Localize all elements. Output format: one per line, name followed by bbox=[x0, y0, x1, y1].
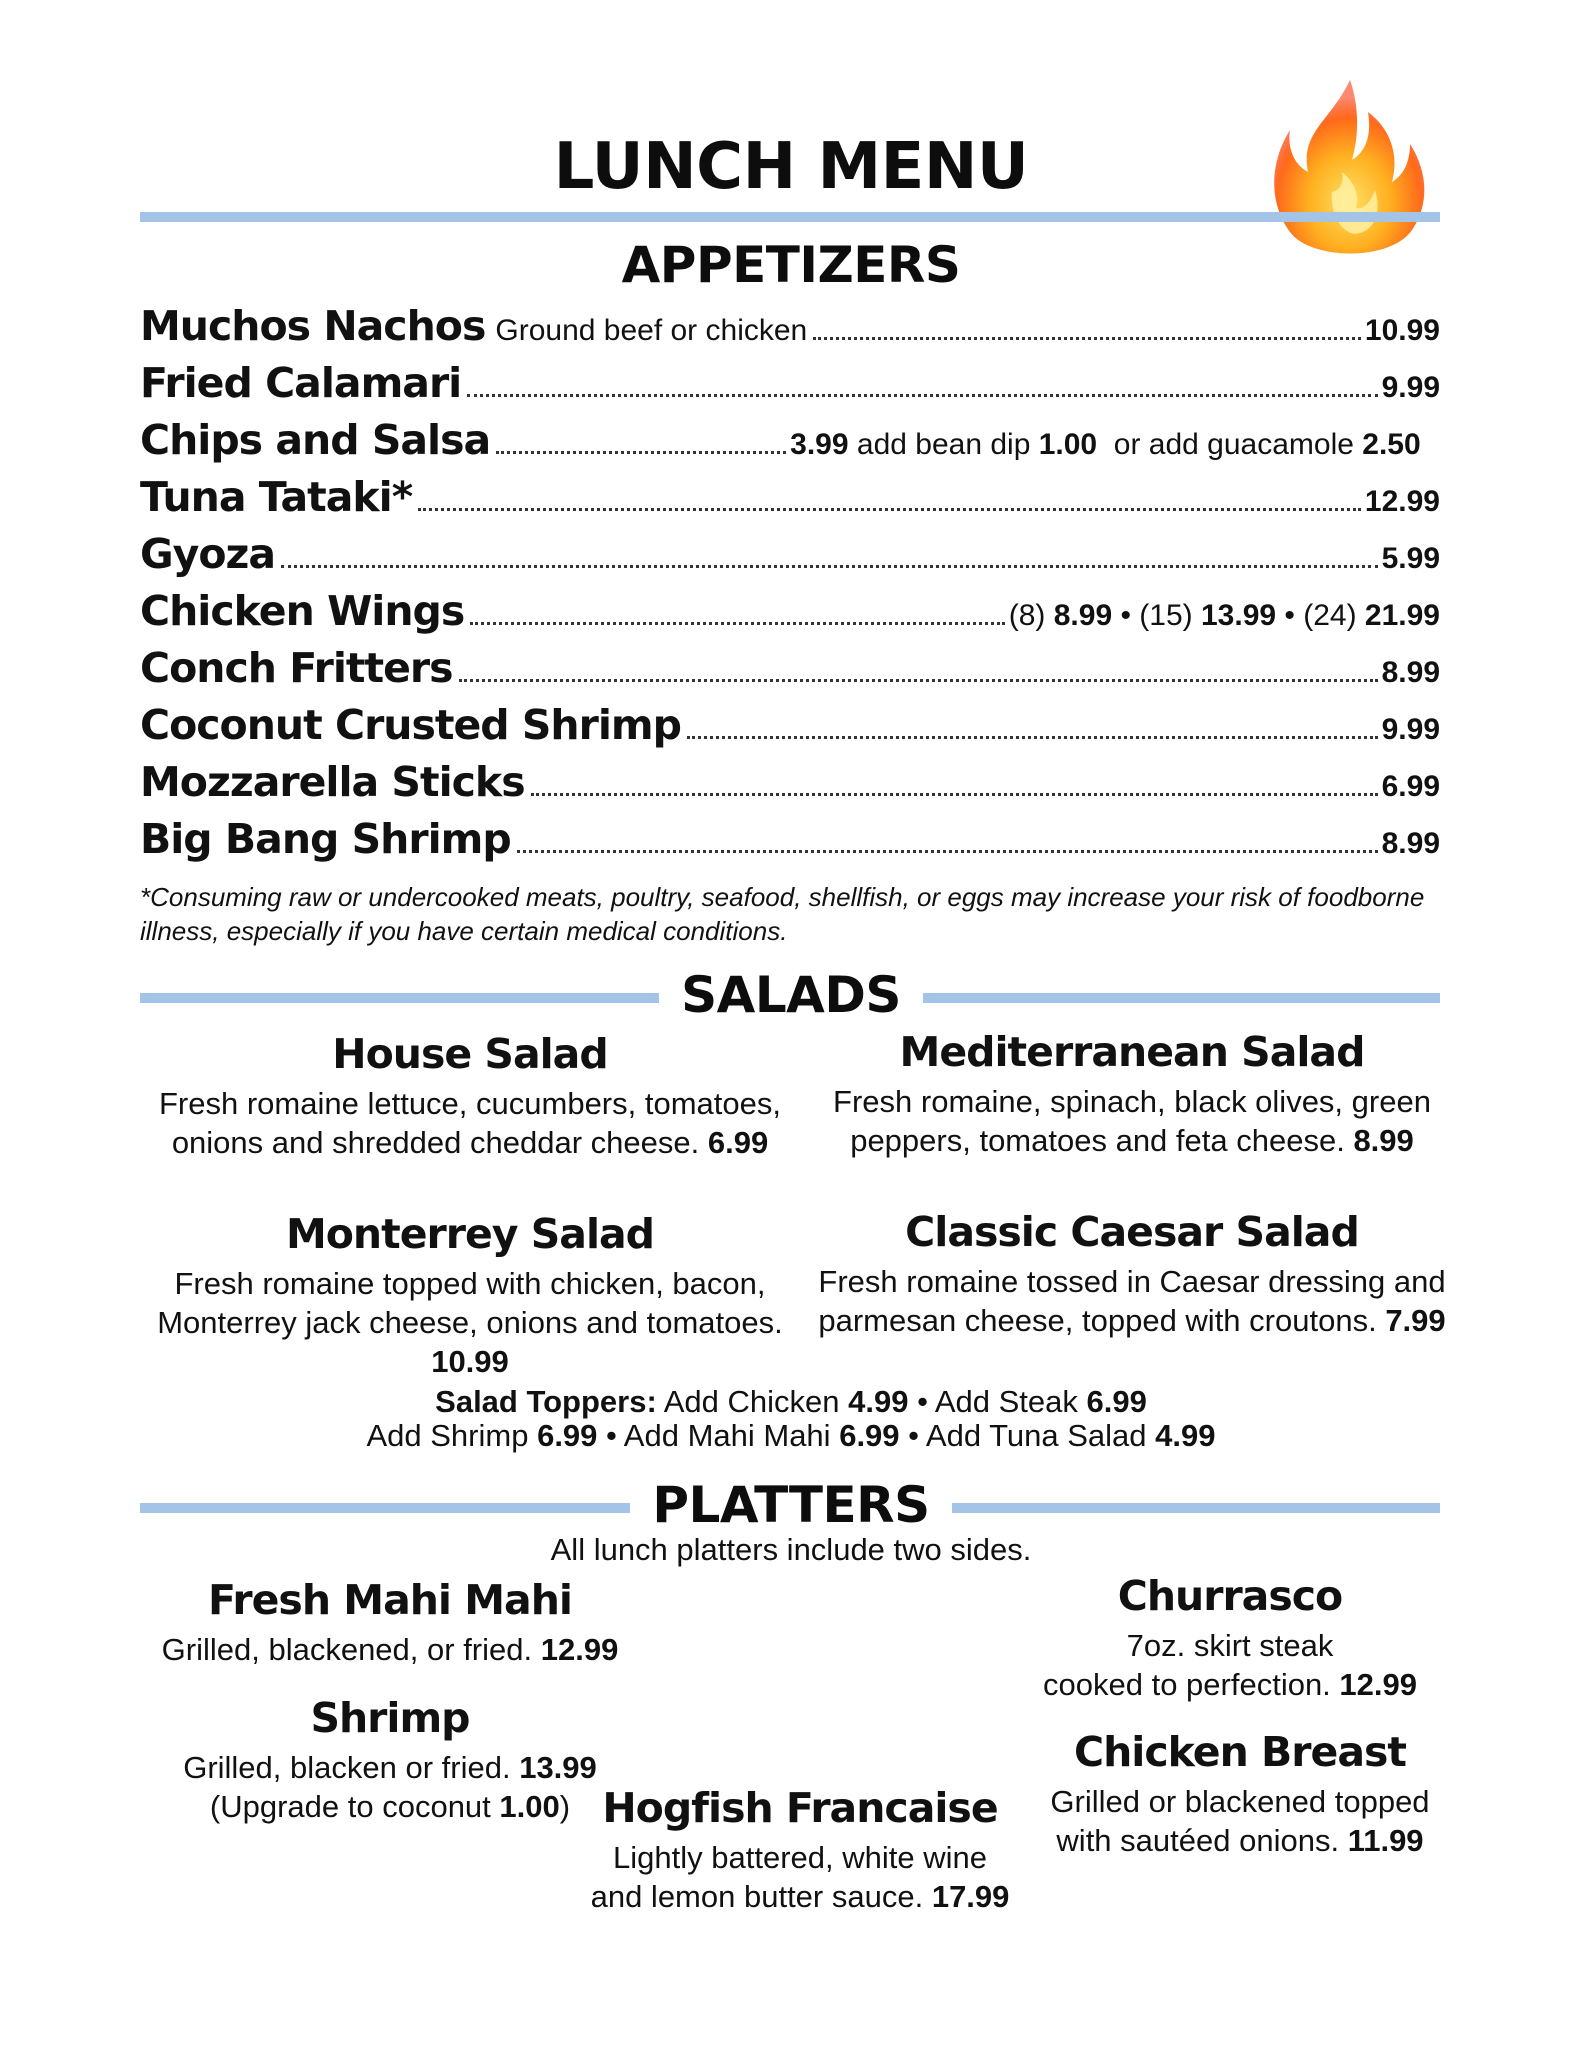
salad-toppers: Salad Toppers: Add Chicken 4.99 • Add Steak 6.99 Add Shrimp 6.99 • Add Mahi Mahi 6.99 • Add Tuna Salad 4.99 bbox=[366, 1384, 1216, 1453]
price-guacamole: 2.50 bbox=[1362, 428, 1421, 461]
platter-name: Shrimp bbox=[310, 1694, 470, 1742]
salads-heading: SALADS bbox=[0, 966, 1582, 1024]
dot-leader bbox=[496, 451, 786, 454]
platters-note: All lunch platters include two sides. bbox=[550, 1532, 1032, 1567]
dot-leader bbox=[459, 679, 1378, 682]
platter-description: Grilled, blackened, or fried. 12.99 bbox=[161, 1632, 619, 1667]
dot-leader bbox=[517, 850, 1378, 853]
health-disclaimer: *Consuming raw or undercooked meats, poultry, seafood, shellfish, or eggs may increase your risk of foodborne illness, especially if you have certain medical conditions. bbox=[140, 882, 1425, 946]
appetizer-name: Mozzarella Sticks bbox=[140, 758, 525, 806]
salad-caesar bbox=[812, 1208, 1452, 1340]
platter-description: Grilled or blackened topped with sautéed onions. 11.99 bbox=[1050, 1784, 1430, 1858]
appetizer-row bbox=[140, 416, 1440, 473]
platter-name: Chicken Breast bbox=[1073, 1728, 1407, 1776]
appetizer-name: Fried Calamari bbox=[140, 359, 462, 407]
appetizer-price: 3.99 add bean dip 1.00 or add guacamole 2.50 bbox=[790, 428, 1421, 461]
dot-leader bbox=[281, 565, 1378, 568]
title-divider bbox=[140, 212, 1440, 222]
salad-price: 7.99 bbox=[1385, 1303, 1446, 1338]
menu-title: LUNCH MENU bbox=[553, 130, 1029, 204]
appetizer-row bbox=[140, 359, 1440, 416]
appetizer-row bbox=[140, 302, 1440, 359]
appetizer-row bbox=[140, 701, 1440, 758]
appetizer-list bbox=[140, 302, 1440, 872]
salad-mediterranean bbox=[812, 1028, 1452, 1160]
appetizer-row bbox=[140, 530, 1440, 587]
salad-description: Fresh romaine topped with chicken, bacon, Monterrey jack cheese, onions and tomatoes. 10.99 bbox=[157, 1266, 783, 1379]
salad-monterrey bbox=[150, 1210, 790, 1381]
dot-leader bbox=[467, 394, 1377, 397]
platter-description: Grilled, blacken or fried. 13.99 (Upgrade to coconut 1.00) bbox=[183, 1750, 597, 1824]
salad-name: Mediterranean Salad bbox=[899, 1028, 1365, 1076]
appetizer-name: Chips and Salsa bbox=[140, 416, 491, 464]
salad-description: Fresh romaine tossed in Caesar dressing and parmesan cheese, topped with croutons. 7.99 bbox=[818, 1264, 1446, 1338]
salad-name: Monterrey Salad bbox=[285, 1210, 655, 1258]
appetizer-name: Conch Fritters bbox=[140, 644, 453, 692]
salad-description: Fresh romaine, spinach, black olives, green peppers, tomatoes and feta cheese. 8.99 bbox=[833, 1084, 1431, 1158]
platter-description: 7oz. skirt steak cooked to perfection. 12.99 bbox=[1043, 1628, 1417, 1702]
platter-churrasco bbox=[1010, 1572, 1450, 1704]
appetizers-heading: APPETIZERS bbox=[0, 236, 1582, 294]
dot-leader bbox=[470, 622, 1004, 625]
dot-leader bbox=[531, 793, 1378, 796]
appetizer-price: (8) 8.99 • (15) 13.99 • (24) 21.99 bbox=[1008, 599, 1440, 632]
appetizer-name: Big Bang Shrimp bbox=[140, 815, 511, 863]
salad-price: 10.99 bbox=[431, 1344, 509, 1379]
appetizer-name: Tuna Tataki* bbox=[140, 473, 413, 521]
appetizer-row bbox=[140, 644, 1440, 701]
dot-leader bbox=[687, 736, 1378, 739]
platter-chicken bbox=[1010, 1728, 1470, 1860]
dot-leader bbox=[418, 508, 1361, 511]
platters-heading: PLATTERS bbox=[0, 1476, 1582, 1534]
appetizer-price: 9.99 bbox=[1381, 713, 1440, 746]
platter-name: Hogfish Francaise bbox=[602, 1784, 998, 1832]
appetizer-row bbox=[140, 587, 1440, 644]
appetizer-name: Coconut Crusted Shrimp bbox=[140, 701, 681, 749]
price-salsa: 3.99 bbox=[790, 428, 849, 461]
appetizer-description: Ground beef or chicken bbox=[495, 314, 808, 347]
platter-hogfish bbox=[560, 1784, 1040, 1916]
platter-name: Churrasco bbox=[1117, 1572, 1343, 1620]
platter-description: Lightly battered, white wine and lemon butter sauce. 17.99 bbox=[590, 1840, 1010, 1914]
appetizer-price: 9.99 bbox=[1381, 371, 1440, 404]
salad-name: Classic Caesar Salad bbox=[905, 1208, 1359, 1256]
salad-price: 8.99 bbox=[1353, 1123, 1414, 1158]
appetizer-row bbox=[140, 815, 1440, 872]
platter-name: Fresh Mahi Mahi bbox=[208, 1576, 572, 1624]
appetizer-row bbox=[140, 473, 1440, 530]
price-bean-dip: 1.00 bbox=[1038, 428, 1098, 461]
salad-house bbox=[150, 1030, 790, 1162]
appetizer-name: Gyoza bbox=[140, 530, 276, 578]
appetizer-price: 10.99 bbox=[1364, 314, 1440, 347]
dot-leader bbox=[813, 337, 1361, 340]
platter-mahi bbox=[130, 1576, 650, 1669]
salad-price: 6.99 bbox=[707, 1125, 769, 1160]
appetizer-price: 12.99 bbox=[1364, 485, 1440, 518]
appetizer-name: Muchos Nachos bbox=[140, 302, 486, 350]
appetizer-price: 6.99 bbox=[1381, 770, 1440, 803]
appetizer-row bbox=[140, 758, 1440, 815]
appetizer-price: 5.99 bbox=[1381, 542, 1440, 575]
platter-shrimp bbox=[160, 1694, 620, 1826]
salad-description: Fresh romaine lettuce, cucumbers, tomatoes, onions and shredded cheddar cheese. 6.99 bbox=[159, 1086, 781, 1160]
appetizer-price: 8.99 bbox=[1381, 827, 1440, 860]
appetizer-name: Chicken Wings bbox=[140, 587, 465, 635]
appetizer-price: 8.99 bbox=[1381, 656, 1440, 689]
salad-name: House Salad bbox=[332, 1030, 608, 1078]
